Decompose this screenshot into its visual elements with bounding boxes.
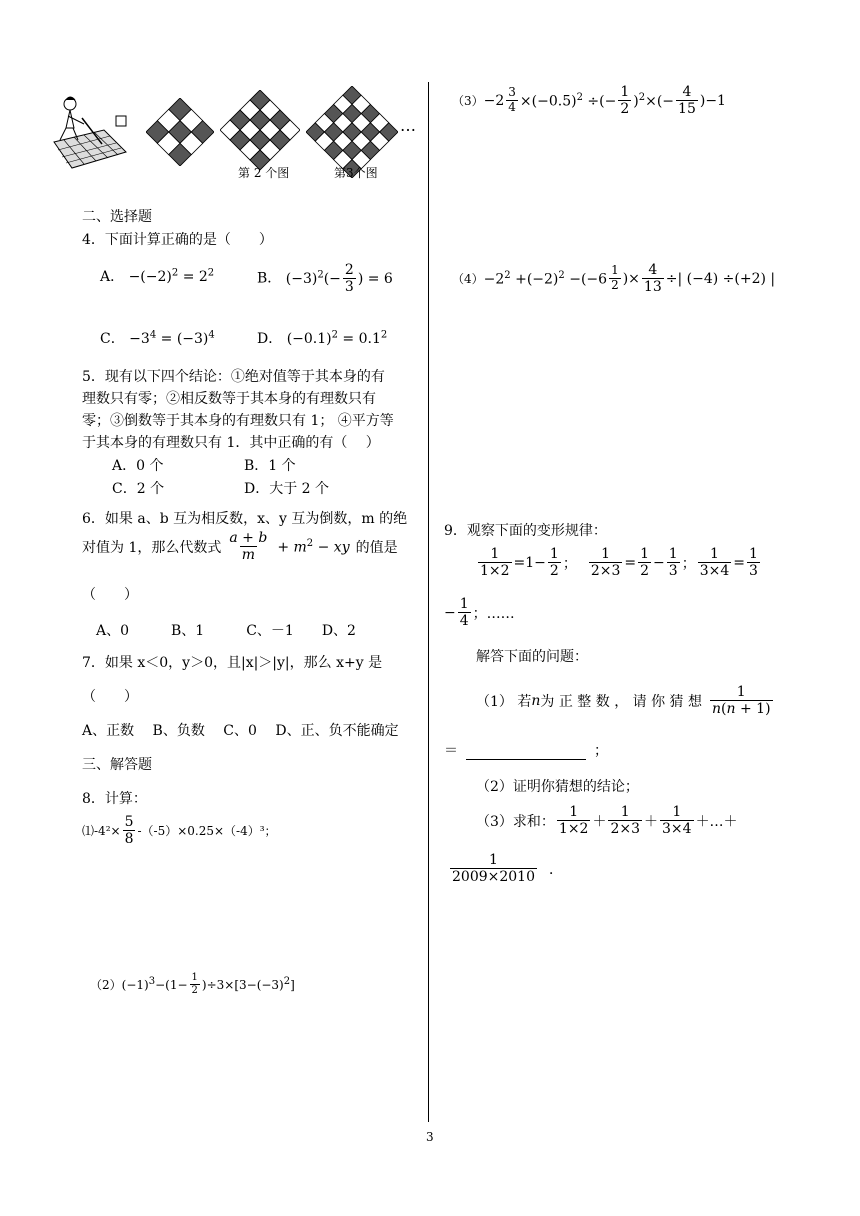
q5-option-a: A．0 个 — [112, 458, 164, 474]
q9-sub-1-post: 为 正 整 数 ， 请 你 猜 想 — [540, 693, 702, 710]
q7-answer-paren: （ ） — [82, 689, 138, 705]
q8-part-3: （3） −2 $\frac{3}{4}$ $\times(-0.5)^2$ ÷(− $\frac{1}{2}$ )$^2$×(− $\frac{4}{15}$ )−1 — [452, 84, 726, 118]
q4-option-a: A． $-(-2)^2 = 2^2$ — [100, 267, 215, 285]
tile-pattern-figure-2 — [220, 90, 300, 174]
q4-option-d-label: D． — [257, 331, 283, 347]
q6-line-2-pre: 对值为 1，那么代数式 — [82, 539, 222, 556]
q9-dots: ；…… — [472, 605, 515, 622]
q6-line-2-post: 的值是 — [355, 539, 398, 556]
q8-part-1-pre: ⑴-4²× — [82, 824, 121, 839]
q8-part-2-label: （2） — [90, 977, 122, 992]
q6-options: A、0 B、1 C、－1 D、2 — [96, 623, 356, 639]
q6-line-1: 6．如果 a、b 互为相反数，x、y 互为倒数，m 的绝 — [82, 511, 408, 527]
q5-line-4: 于其本身的有理数只有 1．其中正确的有（ ） — [82, 435, 380, 451]
q5-line-2: 理数只有零；②相反数等于其本身的有理数只有 — [82, 391, 376, 407]
q9-sub-3-last-term: $\frac{1}{2009\times 2010}$ ． — [452, 852, 563, 886]
q8-part-1-post: -（-5）×0.25×（-4）³； — [137, 824, 277, 839]
figure-3-caption: 第3个图 — [334, 166, 378, 180]
q4-option-a-label: A． — [100, 269, 125, 285]
column-divider — [428, 82, 429, 1122]
q8-title: 8．计算： — [82, 791, 147, 807]
q9-pattern-line-1: $\frac{1}{1\times 2}$ =1− $\frac{1}{2}$ ； $\frac{1}{2\times 3}$ = $\frac{1}{2}$ − $\frac{1}{3}$ ； $\frac{1}{3\times 4}$ = $\frac{1}{3}$ — [480, 546, 758, 580]
q9-sub-1: （1） 若 n 为 正 整 数 ， 请 你 猜 想 $\frac{1}{n(n + 1)}$ — [476, 684, 771, 718]
q4-stem: 4．下面计算正确的是（ ） — [82, 232, 273, 248]
q9-sub-3-pre: （3）求和： — [476, 813, 555, 830]
q4-option-c: C． $-3^4 = (-3)^4$ — [100, 329, 215, 347]
q4-option-d: D． $(-0.1)^2 = 0.1^2$ — [257, 329, 388, 347]
q8-part-4-label: （4） — [452, 272, 484, 287]
q9-sub-2: （2）证明你猜想的结论； — [476, 779, 639, 795]
q9-sub-1-pre: （1） 若 — [476, 693, 532, 710]
q8-part-2: （2） $(-1)^3-(1-$ $\frac{1}{2}$ )$\div 3\times[3-(-3)^2]$ — [90, 972, 295, 996]
section-2-title: 二、选择题 — [82, 209, 152, 225]
q7-line-1: 7．如果 x＜0，y＞0，且|x|＞|y|，那么 x+y 是 — [82, 655, 383, 671]
q5-option-d: D．大于 2 个 — [244, 481, 330, 497]
q9-answer-prompt: 解答下面的问题： — [476, 649, 588, 665]
q9-period: ． — [549, 861, 563, 878]
figure-2-caption: 第 2 个图 — [238, 166, 290, 180]
figures-ellipsis: … — [400, 116, 416, 135]
q6-line-2: 对值为 1，那么代数式 $\frac{a + b}{m}$ + $m^2$ − xy 的值是 — [82, 530, 398, 564]
q6-answer-paren: （ ） — [82, 587, 138, 603]
q8-part-4: （4） $-2^2 +(-2)^2 -(-6$ $\frac{1}{2}$ )× $\frac{4}{13}$ ÷| (−4) ÷(+2) | — [452, 262, 776, 296]
q7-options: A、正数 B、负数 C、0 D、正、负不能确定 — [82, 723, 399, 739]
q5-option-c: C．2 个 — [112, 481, 165, 497]
q4-option-c-label: C． — [100, 331, 125, 347]
page-number: 3 — [426, 1130, 434, 1144]
q9-pattern-line-2: − $\frac{1}{4}$ ；…… — [444, 596, 515, 630]
section-3-title: 三、解答题 — [82, 757, 152, 773]
q9-sub-1-n: n — [531, 692, 541, 709]
q8-part-3-label: （3） — [452, 94, 484, 109]
q9-semicolon: ； — [594, 743, 608, 759]
q9-title: 9．观察下面的变形规律： — [444, 523, 607, 539]
tile-pattern-figure-1 — [146, 98, 214, 170]
q9-equals: ＝ — [444, 743, 458, 759]
sweeping-person-figure — [44, 94, 132, 176]
q5-line-1: 5．现有以下四个结论：①绝对值等于其本身的有 — [82, 369, 385, 385]
q9-sub-3: （3）求和： $\frac{1}{1\times 2}$ ＋ $\frac{1}{2\times 3}$ ＋ $\frac{1}{3\times 4}$ ＋…＋ — [476, 804, 738, 838]
q9-answer-line — [444, 740, 608, 760]
q4-option-b-label: B． — [257, 270, 282, 287]
q5-line-3: 零；③倒数等于其本身的有理数只有 1； ④平方等 — [82, 413, 394, 429]
q5-option-b: B．1 个 — [244, 458, 296, 474]
q8-part-1: ⑴-4²× $\frac{5}{8}$ -（-5）×0.25×（-4）³； — [82, 814, 277, 848]
q4-option-b: B． $(-3)^2(-$ $\frac{2}{3}$ ) = 6 — [257, 262, 393, 296]
q9-answer-blank[interactable] — [466, 759, 586, 760]
